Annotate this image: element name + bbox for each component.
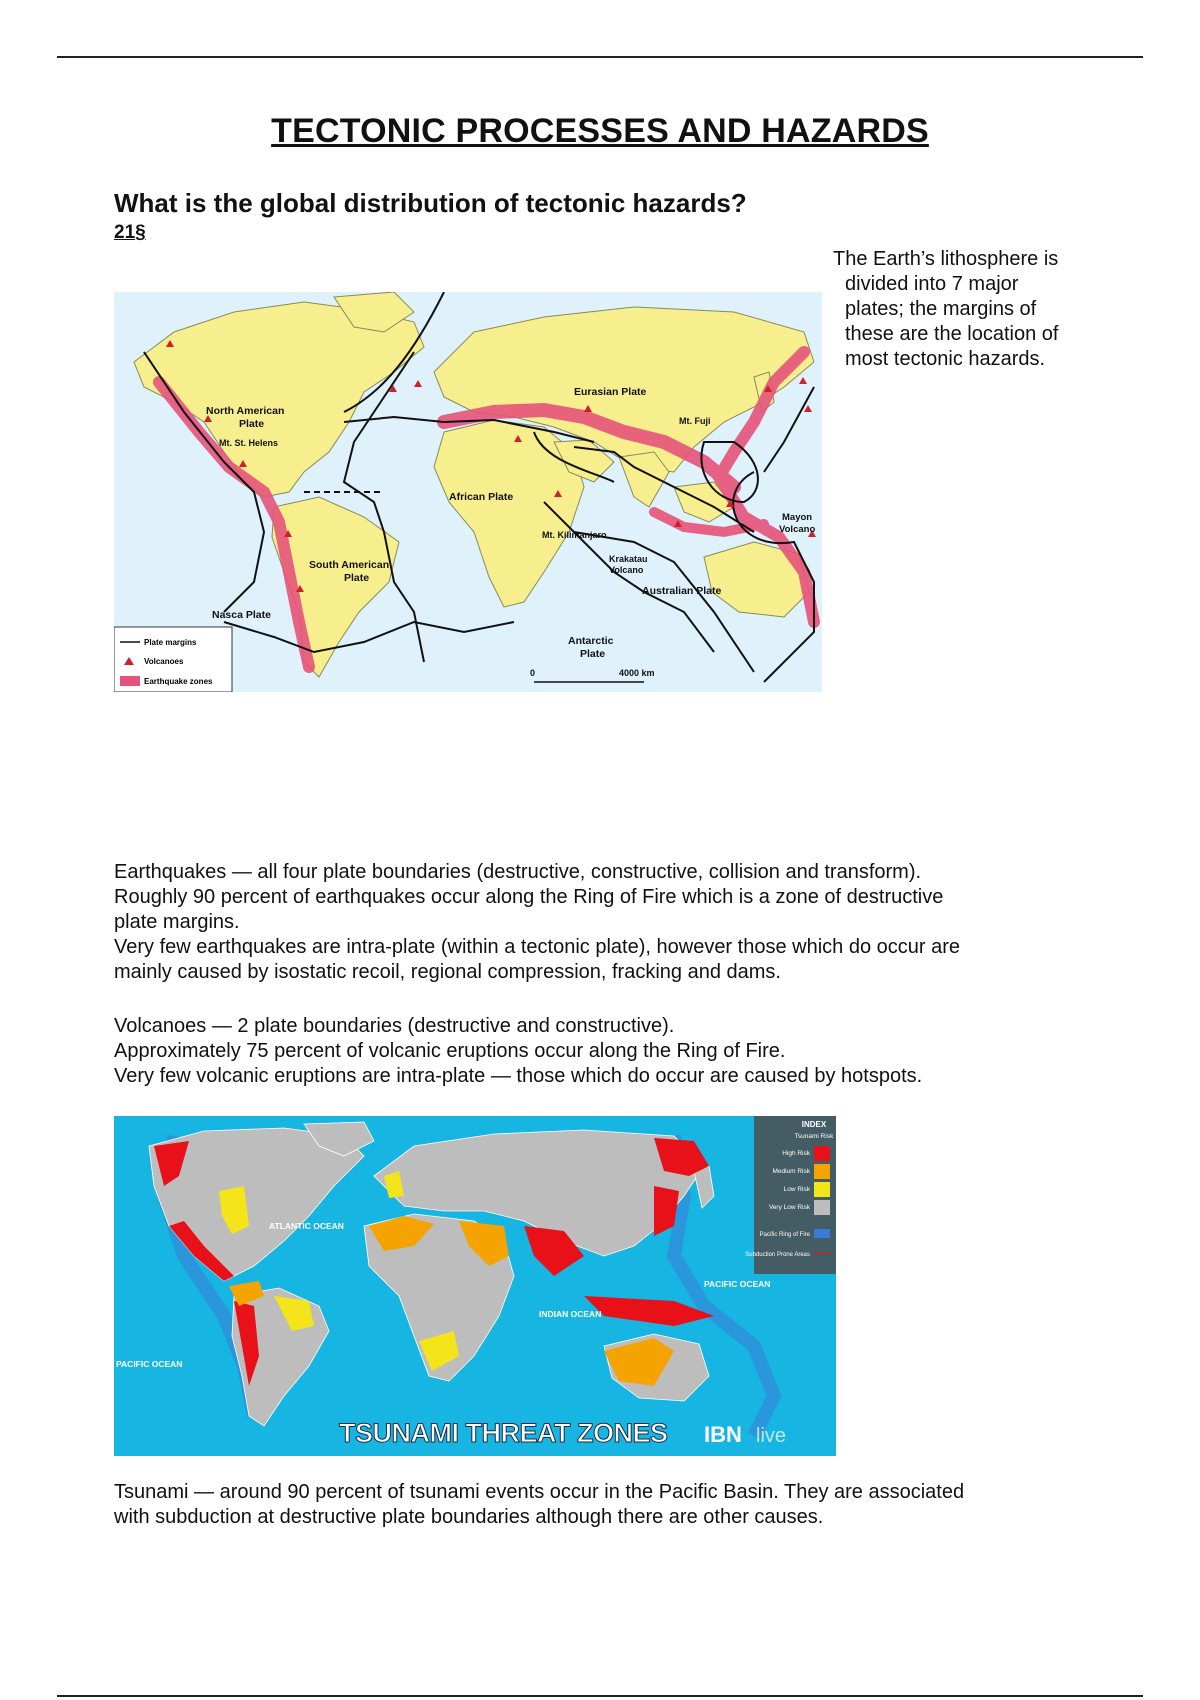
- legend-volcanoes-label: Volcanoes: [144, 657, 184, 666]
- earthquakes-paragraph: [114, 860, 1074, 985]
- page-title: TECTONIC PROCESSES AND HAZARDS: [271, 112, 929, 150]
- label-north-american-2: Plate: [239, 418, 265, 430]
- legend-zone-swatch: [120, 676, 140, 686]
- volcanoes-line: Approximately 75 percent of volcanic eruptions occur along the Ring of Fire.: [114, 1040, 786, 1062]
- earthquakes-line: Very few earthquakes are intra-plate (within a tectonic plate), however those which do occur are: [114, 936, 960, 958]
- volcanoes-line: Volcanoes — 2 plate boundaries (destructive and constructive).: [114, 1015, 675, 1037]
- index-level-label: Low Risk: [783, 1186, 810, 1193]
- index-level-label: Medium Risk: [772, 1168, 810, 1175]
- note-line: these are the location of: [845, 323, 1059, 345]
- tsunami-banner: TSUNAMI THREAT ZONES: [339, 1418, 668, 1448]
- tsunami-threat-map: [114, 1116, 836, 1456]
- label-indian: INDIAN OCEAN: [539, 1309, 602, 1319]
- tsunami-line: Tsunami — around 90 percent of tsunami events occur in the Pacific Basin. They are associated: [114, 1481, 965, 1503]
- label-krakatau-1: Krakatau: [609, 554, 648, 564]
- note-line: divided into 7 major: [845, 273, 1019, 295]
- spec-reference: 21§: [114, 222, 146, 243]
- label-antarctic-1: Antarctic: [568, 635, 614, 647]
- label-atlantic: ATLANTIC OCEAN: [269, 1221, 344, 1231]
- index-title: INDEX: [801, 1120, 827, 1129]
- bottom-rule: [57, 1695, 1143, 1697]
- note-line: The Earth’s lithosphere is: [833, 248, 1059, 270]
- label-pacific-west: PACIFIC OCEAN: [116, 1359, 183, 1369]
- index-level-swatch: [814, 1182, 830, 1197]
- label-krakatau-2: Volcano: [609, 565, 644, 575]
- index-subduction-label: Subduction Prone Areas: [745, 1252, 810, 1258]
- label-mayon-1: Mayon: [782, 512, 813, 523]
- section-question: What is the global distribution of tectonic hazards?: [114, 188, 747, 218]
- scale-distance: 4000 km: [619, 668, 655, 678]
- label-north-american-1: North American: [206, 405, 285, 417]
- earthquakes-line: plate margins.: [114, 911, 240, 933]
- label-south-american-1: South American: [309, 559, 390, 571]
- index-level-swatch: [814, 1146, 830, 1161]
- volcanoes-line: Very few volcanic eruptions are intra-plate — those which do occur are caused by hotspots.: [114, 1065, 923, 1087]
- tsunami-map-svg: [114, 1116, 836, 1456]
- earthquakes-line: Earthquakes — all four plate boundaries (destructive, constructive, collision and transform).: [114, 861, 922, 883]
- index-level-swatch: [814, 1164, 830, 1179]
- label-mayon-2: Volcano: [779, 524, 816, 535]
- brand-logo: IBN: [704, 1422, 742, 1447]
- label-nasca: Nasca Plate: [212, 609, 271, 621]
- label-african: African Plate: [449, 491, 514, 503]
- legend-margins-label: Plate margins: [144, 638, 197, 647]
- label-kilimanjaro: Mt. Kilimanjaro: [542, 530, 607, 540]
- tsunami-paragraph: [114, 1480, 1074, 1530]
- index-subtitle: Tsunami Risk: [794, 1133, 834, 1140]
- top-rule: [57, 56, 1143, 58]
- label-south-american-2: Plate: [344, 572, 370, 584]
- scale-zero: 0: [530, 668, 536, 678]
- label-antarctic-2: Plate: [580, 648, 606, 660]
- label-st-helens: Mt. St. Helens: [219, 438, 279, 448]
- label-eurasian: Eurasian Plate: [574, 386, 647, 398]
- plate-map-svg: [114, 292, 822, 692]
- index-level-label: High Risk: [782, 1150, 810, 1157]
- note-line: plates; the margins of: [845, 298, 1037, 320]
- plate-map-legend: [114, 627, 232, 692]
- label-pacific-east: PACIFIC OCEAN: [704, 1279, 771, 1289]
- volcanoes-paragraph: [114, 1014, 1074, 1089]
- note-line: most tectonic hazards.: [845, 348, 1046, 370]
- plate-boundary-map: [114, 292, 822, 692]
- tsunami-index: [745, 1116, 836, 1274]
- earthquakes-line: Roughly 90 percent of earthquakes occur along the Ring of Fire which is a zone of destructive: [114, 886, 944, 908]
- index-level-swatch: [814, 1200, 830, 1215]
- brand-logo-suffix: live: [756, 1425, 787, 1447]
- legend-earthquakes-label: Earthquake zones: [144, 677, 213, 686]
- lithosphere-note: [833, 247, 1115, 372]
- label-fuji: Mt. Fuji: [679, 416, 711, 426]
- label-australian: Australian Plate: [642, 585, 722, 597]
- index-level-label: Very Low Risk: [768, 1204, 810, 1211]
- earthquakes-line: mainly caused by isostatic recoil, regional compression, fracking and dams.: [114, 961, 781, 983]
- index-ring-swatch: [814, 1229, 830, 1238]
- tsunami-line: with subduction at destructive plate boundaries although there are other causes.: [114, 1506, 824, 1528]
- index-ring-label: Pacific Ring of Fire: [759, 1232, 810, 1238]
